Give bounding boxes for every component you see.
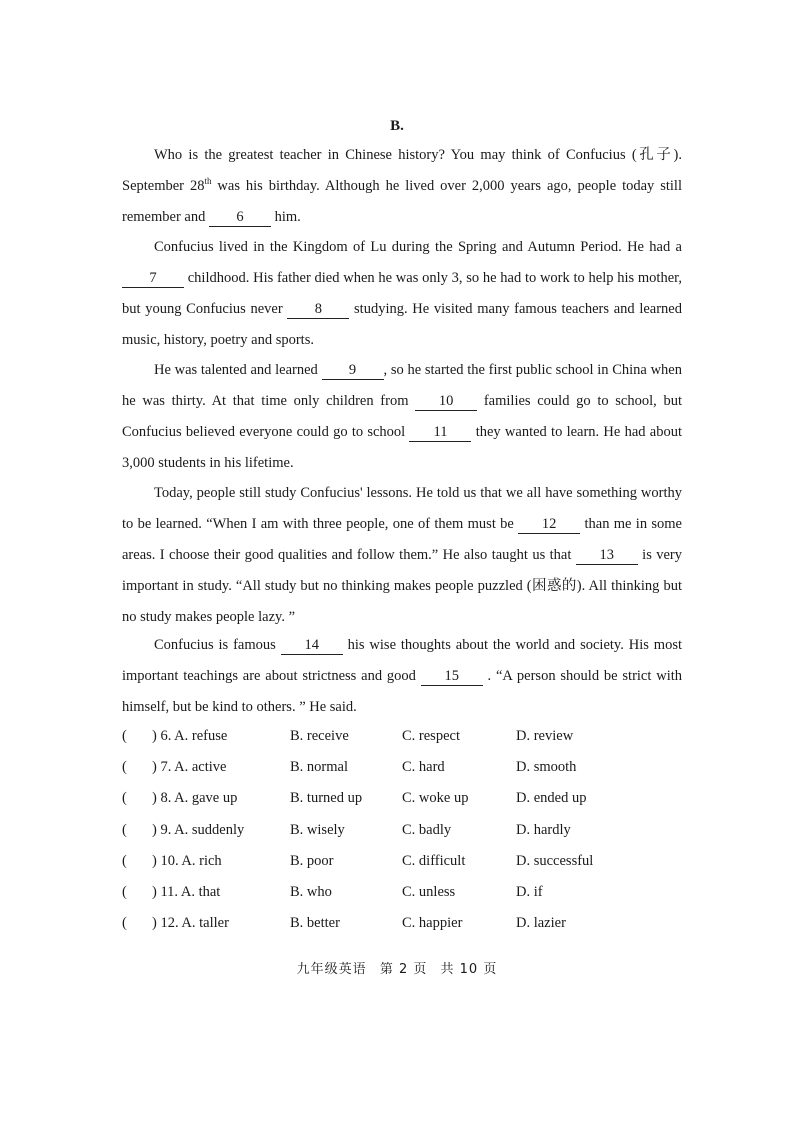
p5-text-c: . “A person should be strict with himself, but be kind to others. ” He said. [122,668,682,715]
p1-text-a: Who is the greatest teacher in Chinese history? You may think of Confucius (孔子). September 28 [122,147,682,194]
question-row-12 [118,909,678,940]
blank-14[interactable]: 14 [281,636,343,655]
question-row-10 [118,847,678,878]
p3-text-d: they wanted to learn. He had about 3,000 students in his lifetime. [122,424,682,471]
option-c: C. badly [402,821,452,838]
option-c: C. hard [402,759,445,776]
option-d: D. smooth [516,759,577,776]
p1-text-b: was his birthday. Although he lived over 2,000 years ago, people today still remember and [122,178,682,225]
blank-15[interactable]: 15 [421,667,483,686]
blank-11[interactable]: 11 [409,423,471,442]
p2-text-c: studying. He visited many famous teachers and learned music, history, poetry and sports. [122,301,682,348]
footer-total-pages: 共 10 页 [440,962,498,977]
question-row-6 [118,722,678,753]
option-c: C. difficult [402,852,466,869]
answer-bracket[interactable]: ( [122,728,127,744]
section-title: B. [390,118,404,134]
p1-text-c: him. [270,209,301,225]
answer-bracket[interactable]: ( [122,821,127,838]
paragraph-4 [122,478,682,633]
paragraph-2 [122,232,682,356]
question-row-9 [118,816,678,847]
option-d: D. if [516,883,543,900]
p1-superscript: th [204,176,212,187]
blank-7[interactable]: 7 [122,269,184,288]
option-b: B. better [290,915,340,932]
option-c: C. happier [402,915,463,932]
answer-bracket[interactable]: ( [122,790,127,807]
blank-12[interactable]: 12 [518,515,580,534]
blank-10[interactable]: 10 [415,392,477,411]
option-a: ) 11. A. that [152,883,221,900]
answer-bracket[interactable]: ( [122,883,127,900]
option-a: ) 8. A. gave up [152,790,238,807]
option-b: B. normal [290,759,348,776]
answer-bracket[interactable]: ( [122,759,127,776]
blank-13[interactable]: 13 [576,546,638,565]
option-c: C. unless [402,883,456,900]
p2-text-b: childhood. His father died when he was only 3, so he had to work to help his mother, but young Confucius never [122,270,682,317]
option-a: ) 7. A. active [152,759,227,776]
p3-text-a: He was talented and learned [154,362,322,378]
p4-text-b: than me in some areas. I choose their good qualities and follow them.” He also taught us that [122,516,682,563]
page-footer [0,958,794,977]
paragraph-3 [122,355,682,479]
footer-grade: 九年级英语 [296,962,367,977]
option-d: D. hardly [516,821,571,838]
option-a: ) 6. A. refuse [152,728,228,744]
paragraph-1 [122,140,682,233]
option-d: D. ended up [516,790,587,807]
option-c: C. woke up [402,790,469,807]
option-a: ) 9. A. suddenly [152,821,245,838]
option-c: C. respect [402,728,460,744]
p2-text-a: Confucius lived in the Kingdom of Lu during the Spring and Autumn Period. He had a [154,239,682,255]
option-b: B. wisely [290,821,345,838]
option-b: B. who [290,883,332,900]
option-a: ) 12. A. taller [152,915,229,932]
question-row-8 [118,784,678,815]
answer-options [118,722,678,940]
p5-text-a: Confucius is famous [154,637,281,653]
question-row-7 [118,753,678,784]
p5-text-b: his wise thoughts about the world and society. His most important teachings are about strictness and good [122,637,682,684]
option-a: ) 10. A. rich [152,852,222,869]
option-b: B. receive [290,728,349,744]
blank-9[interactable]: 9 [322,361,384,380]
blank-6[interactable]: 6 [209,208,271,227]
option-d: D. review [516,728,574,744]
option-d: D. successful [516,852,594,869]
p3-text-b: , so he started the first public school in China when he was thirty. At that time only children from [122,362,682,409]
paragraph-5 [122,630,682,723]
option-b: B. poor [290,852,334,869]
p3-text-c: families could go to school, but Confucius believed everyone could go to school [122,393,682,440]
footer-page-number: 第 2 页 [379,962,428,977]
blank-8[interactable]: 8 [287,300,349,319]
question-row-11 [118,878,678,909]
p4-text-a: Today, people still study Confucius' lessons. He told us that we all have something worthy to be learned. “When I am with three people, one of them must be [122,485,682,532]
p4-text-c: is very important in study. “All study but no thinking makes people puzzled (困惑的). All thinking but no study makes people lazy. ” [122,547,682,625]
answer-bracket[interactable]: ( [122,852,127,869]
option-d: D. lazier [516,915,566,932]
answer-bracket[interactable]: ( [122,915,127,932]
option-b: B. turned up [290,790,363,807]
